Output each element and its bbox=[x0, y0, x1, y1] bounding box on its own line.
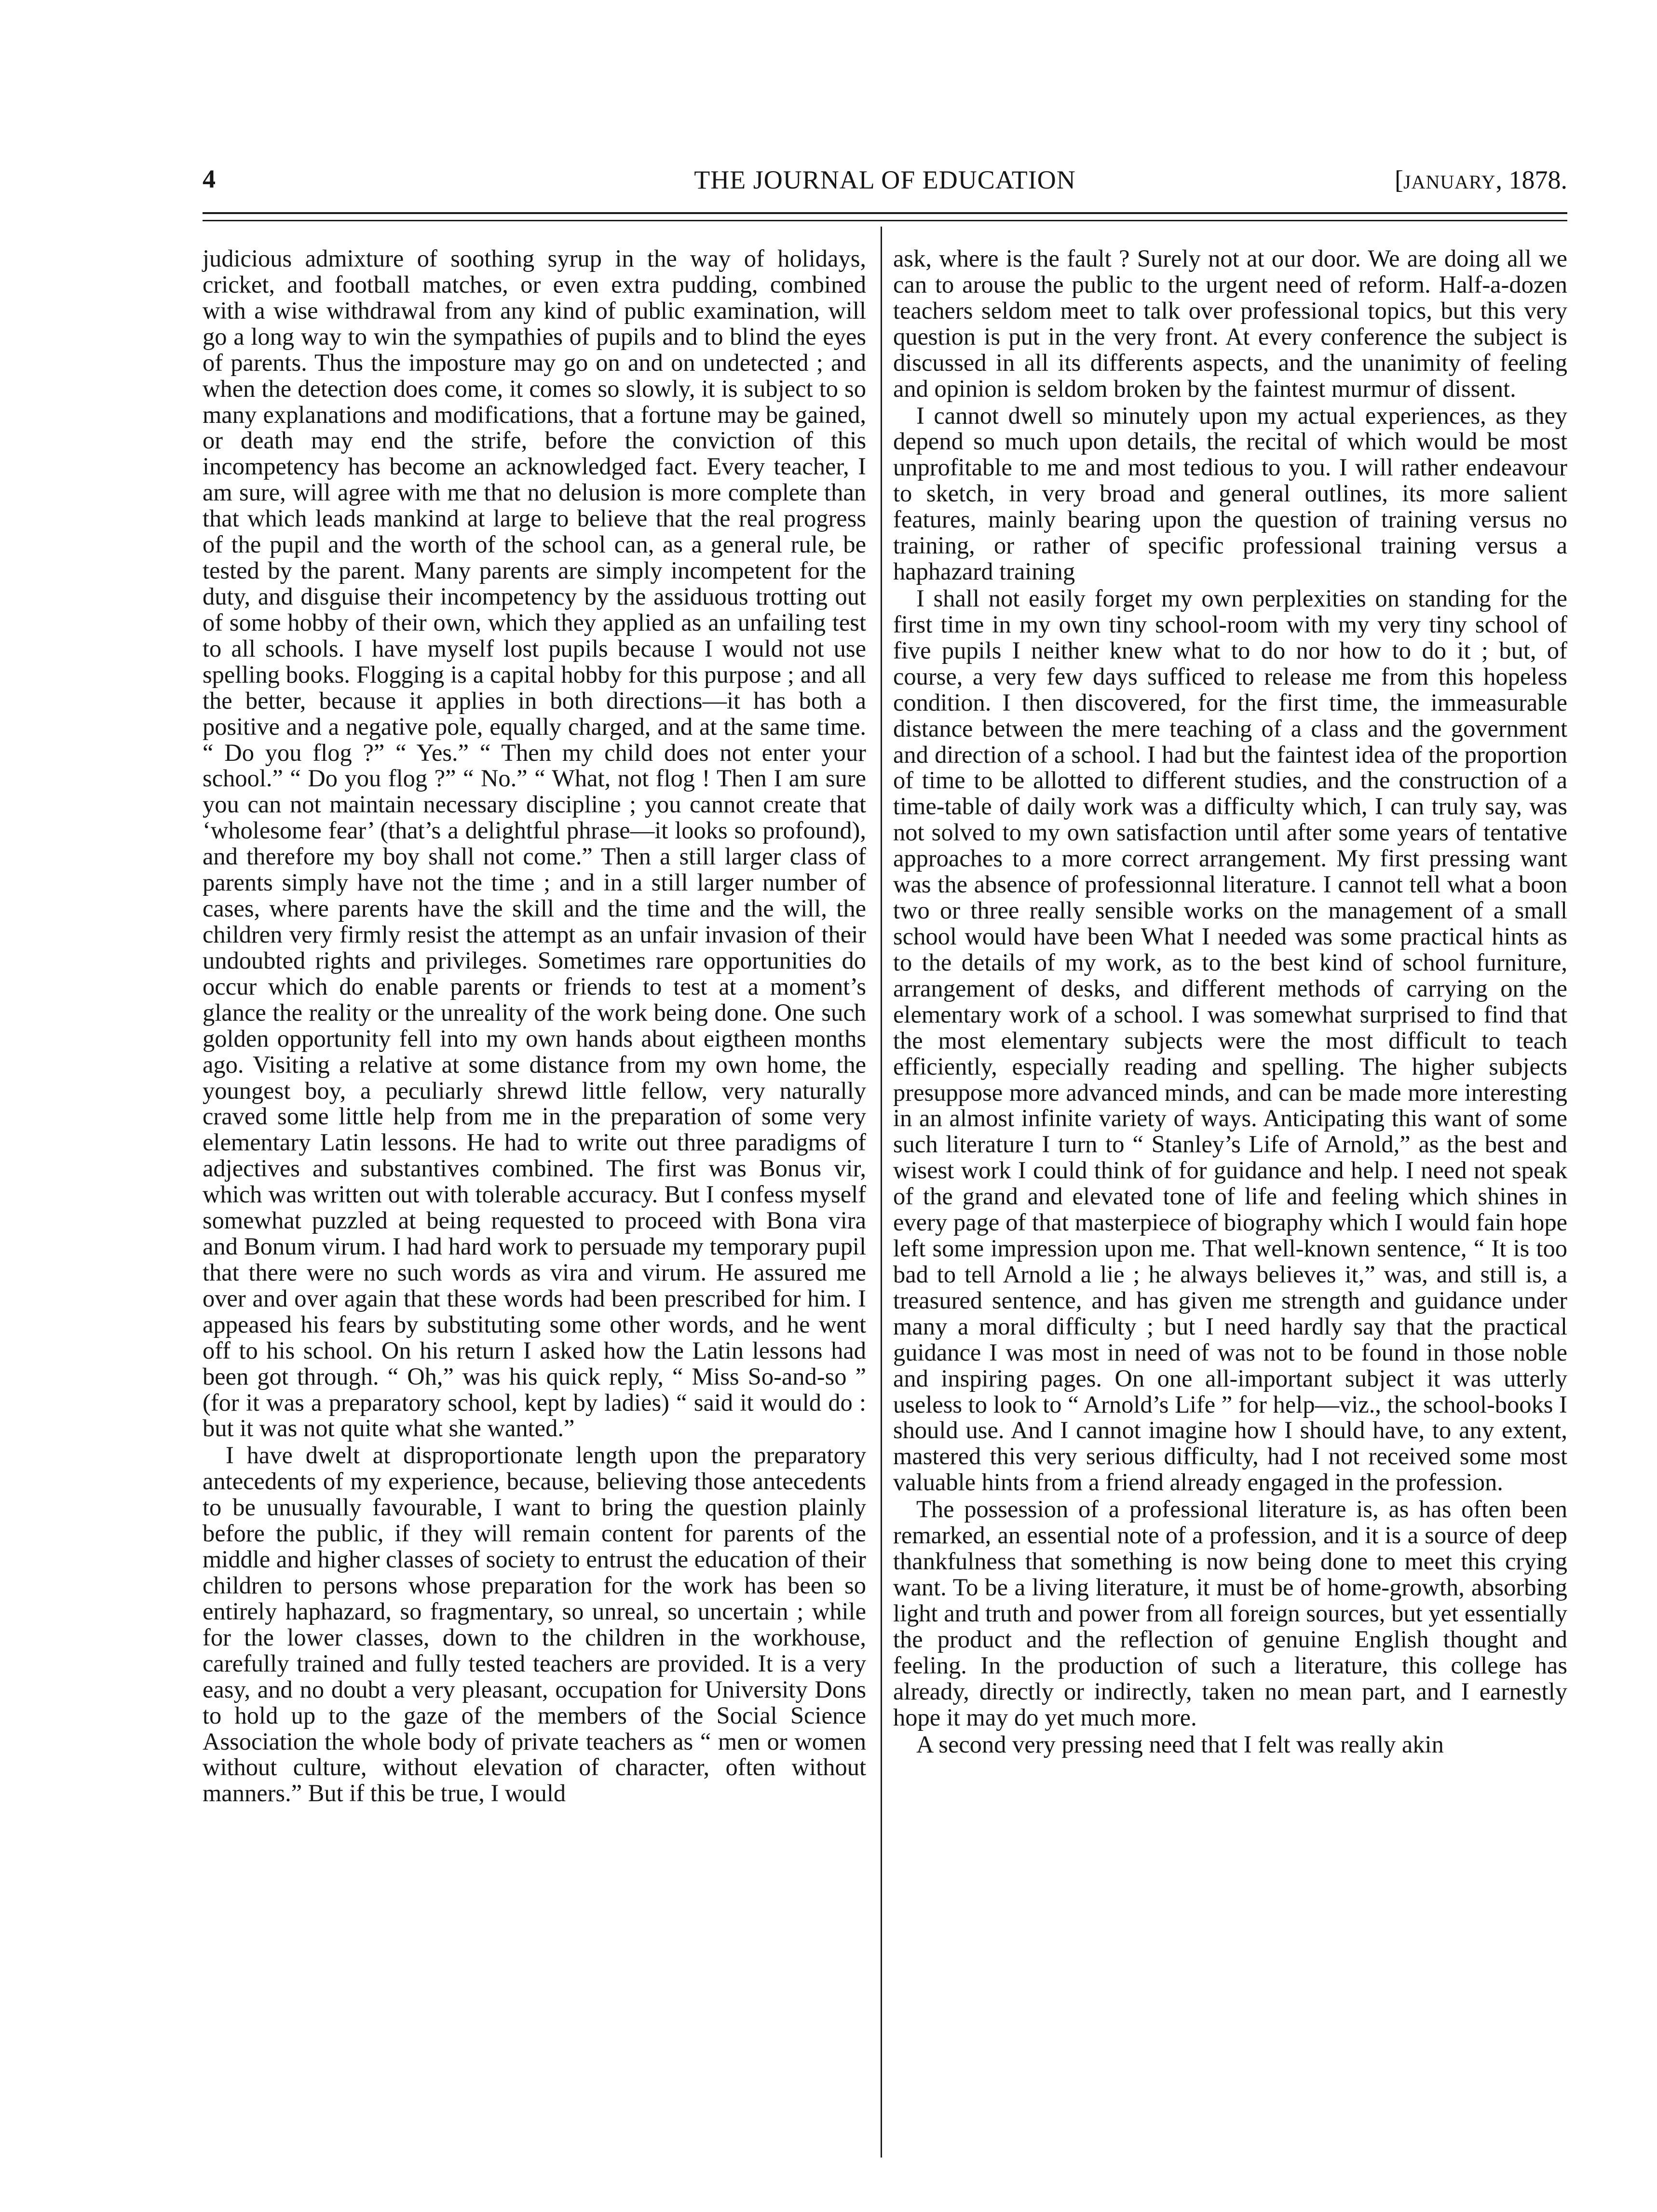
paragraph: I shall not easily forget my own perplexities on standing for the first time in my own tiny school-room with my very tiny school of five pupils I neither knew what to do nor how to do it ; but, of course, a very few days sufficed to release me from this hopeless condition. I then discovered, for the first time, the immeasurable distance between the mere teaching of a class and the government and direction of a school. I had but the faintest idea of the proportion of time to be allotted to different studies, and the construction of a time-table of daily work was a difficulty which, I can truly say, was not solved to my own satisfaction until after some years of tentative approaches to a more correct arrangement. My first pressing want was the absence of professionnal literature. I cannot tell what a boon two or three really sensible works on the management of a small school would have been What I needed was some practical hints as to the details of my work, as to the best kind of school furniture, arrangement of desks, and different methods of carrying on the elementary work of a school. I was somewhat surprised to find that the most elementary subjects were the most difficult to teach efficiently, especially reading and spelling. The higher subjects presuppose more advanced minds, and can be made more interesting in an almost infinite variety of ways. Anticipating this want of some such literature I turn to “ Stanley’s Life of Arnold,” as the best and wisest work I could think of for guidance and help. I need not speak of the grand and elevated tone of life and feeling which shines in every page of that masterpiece of biography which I would fain hope left some impression upon me. That well-known sentence, “ It is too bad to tell Arnold a lie ; he always believes it,” was, and still is, a treasured sentence, and has given me strength and guidance under many a moral difficulty ; but I need hardly say that the practical guidance I was most in need of was not to be found in those noble and inspiring pages. On one all-important subject it was utterly useless to look to “ Arnold’s Life ” for help—viz., the school-books I should use. And I cannot imagine how I should have, to any extent, mastered this very serious difficulty, had I not received some most valuable hints from a friend already engaged in the profession. bbox=[893, 584, 1567, 1496]
paragraph: I have dwelt at disproportionate length upon the preparatory antecedents of my experience, because, believing those antecedents to be unusually favourable, I want to bring the question plainly before the public, if they will remain content for parents of the middle and higher classes of society to entrust the education of their children to persons whose preparation for the work has been so entirely haphazard, so fragmentary, so unreal, so uncertain ; while for the lower classes, down to the children in the workhouse, carefully trained and fully tested teachers are provided. It is a very easy, and no doubt a very pleasant, occupation for University Dons to hold up to the gaze of the members of the Social Science Association the whole body of private teachers as “ men or women without culture, without elevation of character, often without manners.” But if this be true, I would bbox=[203, 1442, 866, 1807]
page-header bbox=[203, 164, 1567, 202]
header-rule bbox=[203, 212, 1567, 214]
running-title: THE JOURNAL OF EDUCATION bbox=[694, 165, 1076, 194]
paragraph: The possession of a professional literature is, as has often been remarked, an essential note of a profession, and it is a source of deep thankfulness that something is now being done to meet this crying want. To be a living literature, it must be of home-growth, absorbing light and truth and power from all foreign sources, but yet essentially the product and the reflection of genuine English thought and feeling. In the production of such a literature, this college has already, directly or indirectly, taken no mean part, and I earnestly hope it may do yet much more. bbox=[893, 1496, 1567, 1731]
column-divider bbox=[881, 227, 882, 2158]
header-rule-secondary bbox=[203, 220, 1567, 221]
issue-date bbox=[1395, 165, 1567, 195]
page-number: 4 bbox=[203, 164, 216, 193]
paragraph: judicious admixture of soothing syrup in the way of holidays, cricket, and football matches, or even extra pudding, combined with a wise withdrawal from any kind of public examination, will go a long way to win the sympathies of pupils and to blind the eyes of parents. Thus the imposture may go on and on undetected ; and when the detection does come, it comes so slowly, it is subject to so many explanations and modifications, that a fortune may be gained, or death may end the strife, before the conviction of this incompetency has become an acknowledged fact. Every teacher, I am sure, will agree with me that no delusion is more complete than that which leads mankind at large to believe that the real progress of the pupil and the worth of the school can, as a general rule, be tested by the parent. Many parents are simply incompetent for the duty, and disguise their incompetency by the assiduous trotting out of some hobby of their own, which they applied as an unfailing test to all schools. I have myself lost pupils because I would not use spelling books. Flogging is a capital hobby for this purpose ; and all the better, because it applies in both directions—it has both a positive and a negative pole, equally charged, and at the same time. “ Do you flog ?” “ Yes.” “ Then my child does not enter your school.” “ Do you flog ?” “ No.” “ What, not flog ! Then I am sure you can not maintain necessary discipline ; you cannot create that ‘wholesome fear’ (that’s a delightful phrase—it looks so profound), and therefore my boy shall not come.” Then a still larger class of parents simply have not the time ; and in a still larger number of cases, where parents have the skill and the time and the will, the children very firmly resist the attempt as an unfair invasion of their undoubted rights and privileges. Sometimes rare opportunities do occur which do enable parents or friends to test at a moment’s glance the reality or the unreality of the work being done. One such golden opportunity fell into my own hands about eigtheen months ago. Visiting a relative at some distance from my own home, the youngest boy, a peculiarly shrewd little fellow, very naturally craved some little help from me in the preparation of some very elementary Latin lessons. He had to write out three paradigms of adjectives and substantives combined. The first was Bonus vir, which was written out with tolerable accuracy. But I confess myself somewhat puzzled at being requested to proceed with Bona vira and Bonum virum. I had hard work to persuade my temporary pupil that there were no such words as vira and virum. He assured me over and over again that these words had been prescribed for him. I appeased his fears by substituting some other words, and he went off to his school. On his return I asked how the Latin lessons had been got through. “ Oh,” was his quick reply, “ Miss So-and-so ” (for it was a preparatory school, kept by ladies) “ said it would do : but it was not quite what she wanted.” bbox=[203, 245, 866, 1442]
paragraph: A second very pressing need that I felt was really akin bbox=[916, 1730, 1444, 1758]
date-year: , 1878. bbox=[1495, 165, 1567, 194]
date-month: JANUARY bbox=[1403, 171, 1496, 193]
left-column bbox=[203, 246, 866, 1807]
right-column bbox=[893, 246, 1567, 1757]
paragraph: ask, where is the fault ? Surely not at our door. We are doing all we can to arouse the public to the urgent need of reform. Half-a-dozen teachers seldom meet to talk over professional topics, but this very question is put in the very front. At every conference the subject is discussed in all its differents aspects, and the unanimity of feeling and opinion is seldom broken by the faintest murmur of dissent. bbox=[893, 245, 1567, 402]
paragraph: I cannot dwell so minutely upon my actual experiences, as they depend so much upon details, the recital of which would be most unprofitable to me and most tedious to you. I will rather endeavour to sketch, in very broad and general outlines, its more salient features, mainly bearing upon the question of training versus no training, or rather of specific professional training versus a haphazard training bbox=[893, 402, 1567, 585]
date-bracket: [ bbox=[1395, 165, 1404, 194]
